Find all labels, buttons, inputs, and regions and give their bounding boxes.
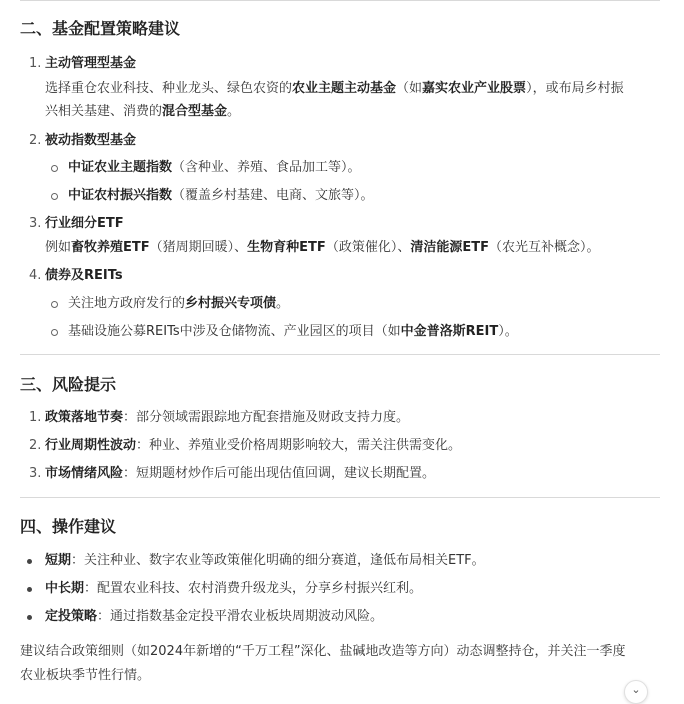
scroll-down-button[interactable]: [624, 680, 648, 704]
list-item-body: 例如畜牧养殖ETF（猪周期回暖）、生物育种ETF（政策催化）、清洁能源ETF（农光互补概念）。: [45, 240, 600, 255]
list-number: 1.: [29, 56, 42, 71]
section-heading-strategy: 二、基金配置策略建议: [20, 19, 181, 38]
list-number: 4.: [29, 268, 42, 283]
divider: [20, 0, 660, 1]
list-item: 中长期：配置农业科技、农村消费升级龙头，分享乡村振兴红利。: [45, 581, 423, 596]
conclusion-line: 农业板块季节性行情。: [20, 668, 151, 683]
bullet-icon: [51, 301, 58, 308]
conclusion-line: 建议结合政策细则（如2024年新增的“千万工程”深化、盐碱地改造等方向）动态调整持仓，并关注一季度: [20, 644, 626, 659]
list-number: 3.: [29, 216, 42, 231]
bullet-icon: [51, 193, 58, 200]
divider: [20, 354, 660, 355]
divider: [20, 497, 660, 498]
list-item-body: 选择重仓农业科技、种业龙头、绿色农资的农业主题主动基金（如嘉实农业产业股票），或布局乡村振 兴相关基建、消费的混合型基金。: [45, 81, 624, 119]
section-heading-risks: 三、风险提示: [20, 375, 117, 394]
list-item-title: 被动指数型基金: [45, 133, 137, 148]
sub-list-item: 关注地方政府发行的乡村振兴专项债。: [68, 296, 290, 311]
section-heading-actions: 四、操作建议: [20, 517, 117, 536]
list-number: 2.: [29, 438, 42, 453]
chevron-down-icon: ⌄: [631, 683, 641, 696]
list-item-title: 行业细分ETF: [45, 216, 124, 231]
bullet-icon: [27, 615, 32, 620]
list-number: 2.: [29, 133, 42, 148]
bullet-icon: [51, 165, 58, 172]
bullet-icon: [27, 587, 32, 592]
bullet-icon: [51, 329, 58, 336]
sub-list-item: 中证农业主题指数（含种业、养殖、食品加工等）。: [68, 160, 361, 175]
list-item: 行业周期性波动：种业、养殖业受价格周期影响较大，需关注供需变化。: [45, 438, 462, 453]
list-item: 政策落地节奏：部分领域需跟踪地方配套措施及财政支持力度。: [45, 410, 410, 425]
sub-list-item: 基础设施公募REITs中涉及仓储物流、产业园区的项目（如中金普洛斯REIT）。: [68, 324, 518, 339]
list-item: 定投策略：通过指数基金定投平滑农业板块周期波动风险。: [45, 609, 384, 624]
list-number: 1.: [29, 410, 42, 425]
bullet-icon: [27, 559, 32, 564]
sub-list-item: 中证农村振兴指数（覆盖乡村基建、电商、文旅等）。: [68, 188, 374, 203]
list-item: 市场情绪风险：短期题材炒作后可能出现估值回调，建议长期配置。: [45, 466, 436, 481]
list-item: 短期：关注种业、数字农业等政策催化明确的细分赛道，逢低布局相关ETF。: [45, 553, 485, 568]
list-item-title: 主动管理型基金: [45, 56, 137, 71]
list-number: 3.: [29, 466, 42, 481]
list-item-title: 债券及REITs: [45, 268, 123, 283]
